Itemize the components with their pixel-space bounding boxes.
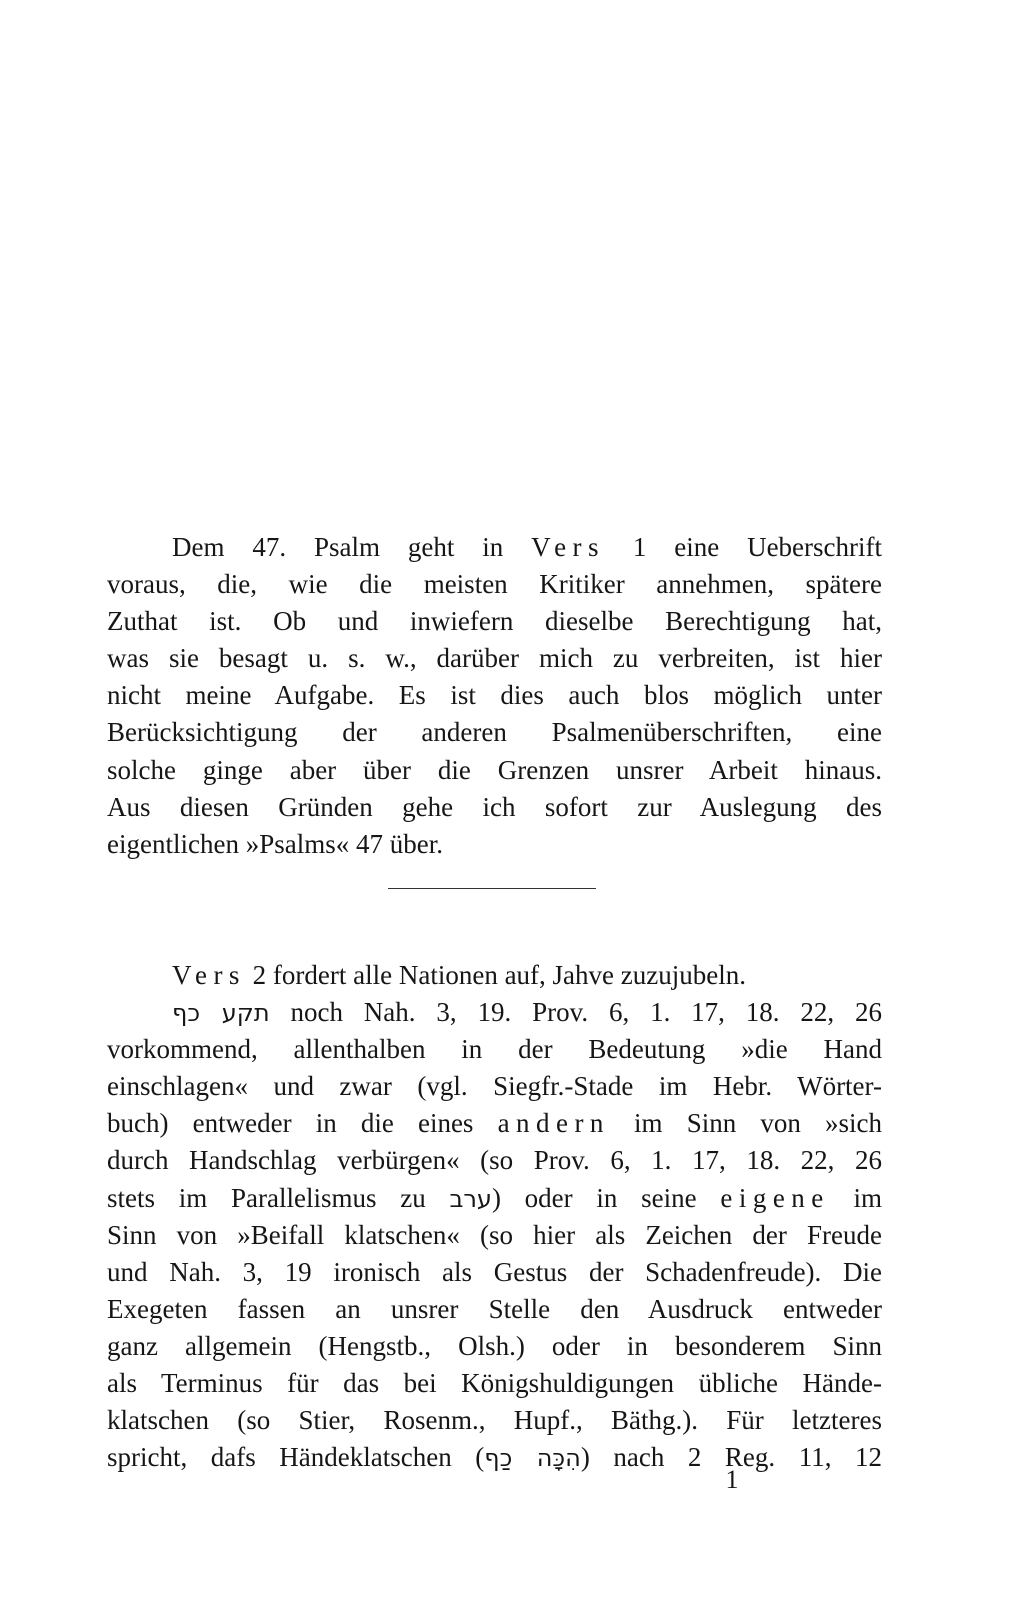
spaced-word: Vers [172, 960, 246, 990]
text-line: als Terminus für das bei Königshuldigungen übliche Hände- [107, 1368, 882, 1399]
spaced-word: eigene [720, 1182, 830, 1213]
paragraph-verse-2 [107, 957, 882, 1476]
text-line: Exegeten fassen an unsrer Stelle den Ausdruck entweder [107, 1293, 882, 1324]
text-line: und Nah. 3, 19 ironisch als Gestus der Schadenfreude). Die [107, 1256, 882, 1287]
hebrew-text: הִכָּה כַף [484, 1444, 581, 1473]
text-line: spricht, dafs Händeklatschen (הִכָּה כַף) nach 2 Reg. 11, 12 [107, 1442, 882, 1473]
text-line: Dem 47. Psalm geht in Vers 1 eine Ueberschrift [172, 532, 883, 562]
text-line: einschlagen« und zwar (vgl. Siegfr.-Stade im Hebr. Wörter- [107, 1071, 882, 1102]
text-line: Berücksichtigung der anderen Psalmenüberschriften, eine [107, 717, 882, 748]
hebrew-text: תקע כף [172, 999, 270, 1028]
text-line: solche ginge aber über die Grenzen unsrer Arbeit hinaus. [107, 754, 882, 785]
text-line: stets im Parallelismus zu ערב) oder in seine eigene im [107, 1182, 882, 1213]
text-line: nicht meine Aufgabe. Es ist dies auch blos möglich unter [107, 680, 882, 711]
text-line: buch) entweder in die eines andern im Sinn von »sich [107, 1108, 882, 1139]
spaced-word: andern [497, 1108, 610, 1139]
hebrew-text: ערב [449, 1184, 492, 1213]
text-line: durch Handschlag verbürgen« (so Prov. 6, 1. 17, 18. 22, 26 [107, 1145, 882, 1176]
text-line: ganz allgemein (Hengstb., Olsh.) oder in besonderem Sinn [107, 1330, 882, 1361]
text-line: Sinn von »Beifall klatschen« (so hier als Zeichen der Freude [107, 1219, 882, 1250]
section-divider [388, 888, 596, 889]
spaced-word: Vers [531, 532, 605, 562]
text-line: Vers 2 fordert alle Nationen auf, Jahve zuzujubeln. [172, 960, 746, 990]
text-line: vorkommend, allenthalben in der Bedeutung »die Hand [107, 1034, 882, 1065]
text-line: Zuthat ist. Ob und inwiefern dieselbe Berechtigung hat, [107, 606, 882, 637]
text-line: klatschen (so Stier, Rosenm., Hupf., Bäthg.). Für letzteres [107, 1405, 882, 1436]
page-number: 1 [725, 1465, 739, 1494]
text-line: תקע כף noch Nah. 3, 19. Prov. 6, 1. 17, 18. 22, 26 [172, 997, 882, 1028]
text-line: was sie besagt u. s. w., darüber mich zu verbreiten, ist hier [107, 643, 882, 674]
paragraph-psalm-heading [107, 529, 882, 863]
text-line: eigentlichen »Psalms« 47 über. [107, 828, 443, 859]
text-line: Aus diesen Gründen gehe ich sofort zur Auslegung des [107, 791, 882, 822]
text-line: voraus, die, wie die meisten Kritiker annehmen, spätere [107, 569, 882, 600]
